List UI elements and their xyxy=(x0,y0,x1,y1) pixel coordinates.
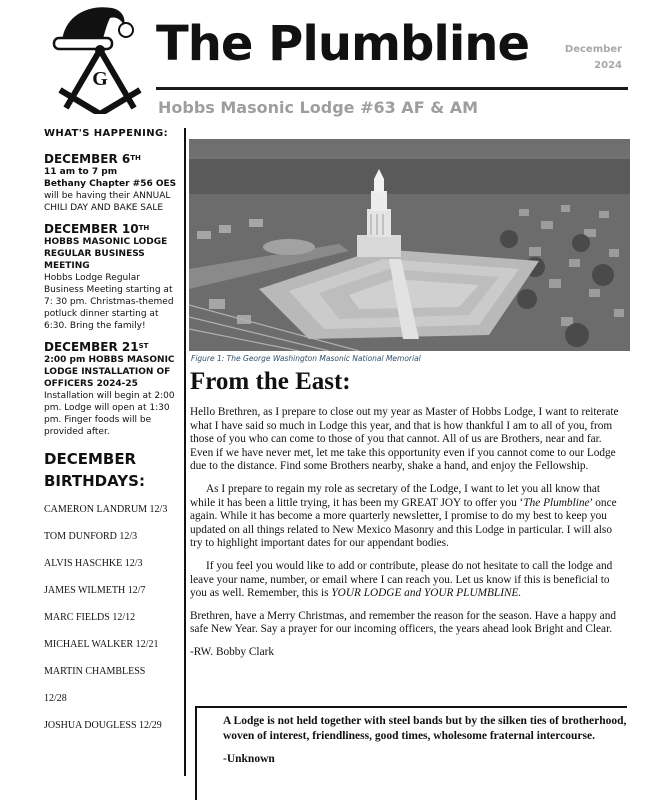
photo-caption: Figure 1: The George Washington Masonic National Memorial xyxy=(191,354,421,363)
article-paragraph: Brethren, have a Merry Christmas, and remember the reason for the season. Have a happy and safe New Year. Say a prayer for our incoming officers, the years ahead look Bright and Clear. xyxy=(190,609,616,636)
whats-happening-heading: WHAT'S HAPPENING: xyxy=(44,128,168,139)
article-title: From the East: xyxy=(190,368,351,395)
event-december-6 xyxy=(44,152,180,214)
issue-month: December xyxy=(564,44,622,55)
event-time: 11 am to 7 pm xyxy=(44,167,118,177)
issue-year: 2024 xyxy=(594,60,622,71)
quote-box xyxy=(195,706,627,800)
birthday-item: 12/28 xyxy=(44,693,67,704)
event-description: Installation will begin at 2:00 pm. Lodge will open at 1:30 pm. Finger foods will be provided after. xyxy=(44,391,175,437)
event-date: DECEMBER 10TH xyxy=(44,222,150,236)
birthday-item: MARC FIELDS 12/12 xyxy=(44,612,136,623)
memorial-photo xyxy=(189,139,630,351)
birthday-list xyxy=(44,504,180,732)
lodge-subtitle: Hobbs Masonic Lodge #63 AF & AM xyxy=(158,98,479,117)
birthdays-heading: DECEMBER BIRTHDAYS: xyxy=(44,450,145,490)
article-paragraph: As I prepare to regain my role as secretary of the Lodge, I want to let you all know that while it has been a little trying, it has been my GREAT JOY to offer you ‘The Plumbline’ once again. While it has become a more quarterly newsletter, I promise to do my best to keep you updated on all things related to New Mexico Masonry and this Lodge in particular. I will also try to highlight important dates for our appendant bodies. xyxy=(190,482,617,550)
square-and-compass-santa-hat-icon xyxy=(48,2,152,114)
birthday-item: TOM DUNFORD 12/3 xyxy=(44,531,138,542)
article-paragraph: If you feel you would like to add or contribute, please do not hesitate to call the lodge and leave your name, number, or email where I can reach you. Let us know if this is beneficial to you as well. Remember, this is YOUR LODGE and YOUR PLUMBLINE. xyxy=(190,559,613,600)
sidebar xyxy=(44,128,180,747)
column-divider xyxy=(184,128,186,776)
article-signature: -RW. Bobby Clark xyxy=(190,645,274,658)
newsletter-title: The Plumbline xyxy=(156,16,529,72)
event-headline: HOBBS MASONIC LODGE REGULAR BUSINESS MEETING xyxy=(44,237,168,271)
birthday-item: MICHAEL WALKER 12/21 xyxy=(44,639,159,650)
quote-author: -Unknown xyxy=(223,753,275,765)
birthday-item: ALVIS HASCHKE 12/3 xyxy=(44,558,143,569)
event-december-10 xyxy=(44,222,180,332)
event-headline: 2:00 pm HOBBS MASONIC LODGE INSTALLATION OF OFFICERS 2024-25 xyxy=(44,355,175,389)
birthday-item: JAMES WILMETH 12/7 xyxy=(44,585,146,596)
logo-letter: G xyxy=(92,68,108,90)
header-rule xyxy=(156,87,628,90)
event-date: DECEMBER 21ST xyxy=(44,340,149,354)
lodge-logo xyxy=(48,2,152,114)
birthday-item: JOSHUA DOUGLESS 12/29 xyxy=(44,720,162,731)
issue-date xyxy=(565,42,622,74)
event-host: Bethany Chapter #56 OES xyxy=(44,179,177,189)
article-paragraph: Hello Brethren, as I prepare to close out my year as Master of Hobbs Lodge, I want to reiterate what I have said so much in Lodge this year, and that is how thankful I am to all of you, from those of you who can come to those of you that cannot. All of us are Brothers, near and far. Even if we have never met, let me take this opportunity even if you cannot come to our Lodge due to the distance. Find some Brothers nearby, shake a hand, and enjoy the Fellowship. xyxy=(190,406,619,473)
event-description: Hobbs Lodge Regular Business Meeting starting at 7: 30 pm. Christmas-themed potluck dinner starting at 6:30. Bring the family! xyxy=(44,273,174,331)
event-december-21 xyxy=(44,340,180,438)
event-description: will be having their ANNUAL CHILI DAY AND BAKE SALE xyxy=(44,191,171,213)
article-body xyxy=(190,406,626,669)
birthday-item: CAMERON LANDRUM 12/3 xyxy=(44,504,168,515)
birthday-item: MARTIN CHAMBLESS xyxy=(44,666,146,677)
event-date: DECEMBER 6TH xyxy=(44,152,141,166)
quote-text: A Lodge is not held together with steel bands but by the silken ties of brotherhood, woven of interest, friendliness, good times, wholesome fraternal intercourse. xyxy=(223,715,627,742)
